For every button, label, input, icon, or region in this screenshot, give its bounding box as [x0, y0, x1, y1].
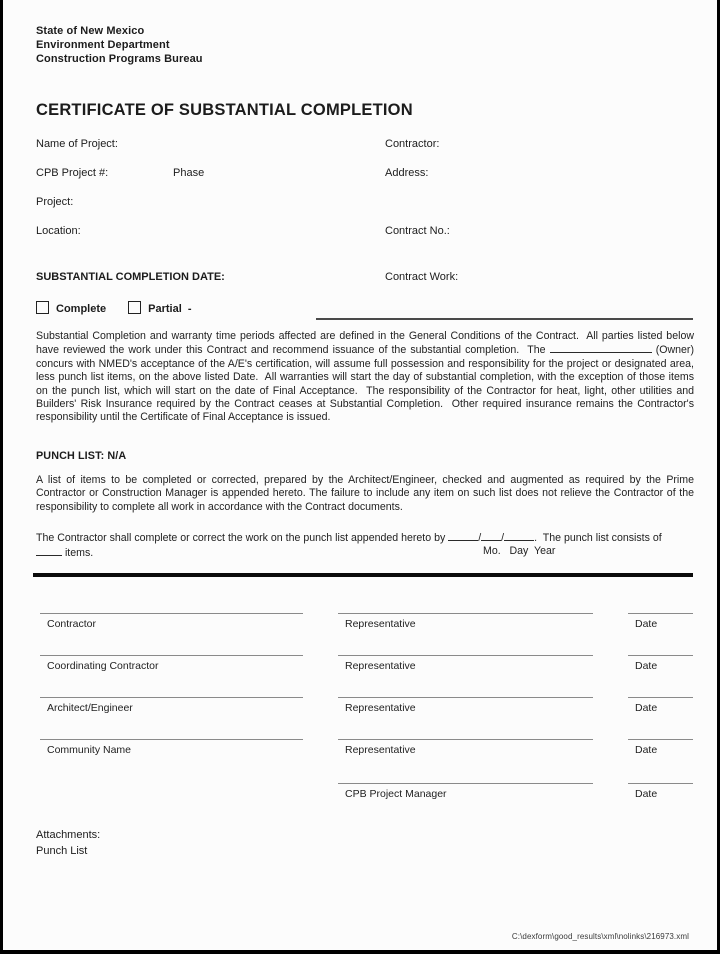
date-label: Date: [635, 788, 658, 800]
signature-row-contractor: [3, 613, 720, 653]
representative-label: Representative: [345, 660, 416, 672]
signature-party-label: Coordinating Contractor: [47, 660, 159, 672]
punch-list-heading: PUNCH LIST: N/A: [36, 450, 127, 462]
p3-items-label: items.: [62, 547, 94, 560]
contract-no-label: Contract No.:: [385, 225, 450, 237]
attachments-item-punch-list: Punch List: [36, 845, 88, 857]
signature-row-community-name: [3, 739, 720, 779]
items-count-fill-blank: [36, 546, 62, 556]
date-label: Date: [635, 618, 658, 630]
p1-text-after-owner-blank: (Owner) concurs with NMED's acceptance of the A/E's certification, will assume full possession and responsibility for the project or designated area, less punch list items, on the above listed Date. All warranties will start the day of substantial completion, with the exception of those items on the punch list, which will start on the date of Final Acceptance. The responsibility of the Contractor for heat, light, other utilities and Builders' Risk Insurance required by the Contract ceases at Substantial Completion. Other required insurance remains the Contractor's responsibility until the Certificate of Final Acceptance is issued.: [36, 344, 697, 424]
substantial-completion-paragraph: [36, 330, 697, 425]
date-slash-1: /: [478, 532, 482, 544]
punch-list-deadline-paragraph: [36, 531, 694, 561]
signature-row-cpb-project-manager: [3, 783, 720, 823]
address-label: Address:: [385, 167, 429, 179]
agency-header: [36, 24, 203, 66]
p3-text-after-date: . The punch list consists of: [534, 532, 662, 544]
signature-party-label: Contractor: [47, 618, 97, 630]
year-fill-blank: [504, 531, 534, 541]
substantial-completion-date-label: SUBSTANTIAL COMPLETION DATE:: [36, 271, 225, 283]
punch-list-paragraph: A list of items to be completed or corrected, prepared by the Architect/Engineer, checked and augmented as required by the Prime Contractor or Construction Manager is appended hereto. The failure to include any item on such list does not relieve the Contractor of the responsibility to complete all work in accordance with the Contract documents.: [36, 474, 694, 513]
contract-work-fill-line: [316, 318, 693, 320]
day-fill-blank: [481, 531, 501, 541]
date-label: Date: [635, 702, 658, 714]
partial-checkbox[interactable]: [128, 301, 141, 314]
complete-option: [36, 301, 106, 315]
signature-party-label: Architect/Engineer: [47, 702, 133, 714]
file-path-footer: C:\dexform\good_results\xml\nolinks\216973.xml: [511, 932, 689, 941]
cpb-project-manager-label: CPB Project Manager: [345, 788, 447, 800]
complete-label: Complete: [56, 303, 107, 315]
partial-option: [128, 301, 191, 315]
attachments-label: Attachments:: [36, 829, 101, 841]
agency-department-line: Environment Department: [36, 39, 170, 51]
contractor-label: Contractor:: [385, 138, 440, 150]
agency-bureau-line: Construction Programs Bureau: [36, 53, 203, 65]
complete-checkbox[interactable]: [36, 301, 49, 314]
attachments-block: [36, 827, 100, 859]
section-divider-rule: [33, 573, 693, 577]
phase-label: Phase: [173, 167, 205, 179]
completion-type-row: [36, 301, 192, 315]
mo-day-year-labels: Mo. Day Year: [483, 545, 556, 557]
name-of-project-label: Name of Project:: [36, 138, 118, 150]
signature-row-architect-engineer: [3, 697, 720, 737]
date-label: Date: [635, 660, 658, 672]
contract-work-label: Contract Work:: [385, 271, 459, 283]
signature-party-label: [40, 783, 303, 787]
cpb-project-number-label: CPB Project #:: [36, 167, 109, 179]
form-title: CERTIFICATE OF SUBSTANTIAL COMPLETION: [36, 101, 413, 119]
owner-fill-blank: [550, 343, 652, 353]
date-label: Date: [635, 744, 658, 756]
signature-row-coordinating-contractor: [3, 655, 720, 695]
partial-label: Partial -: [148, 303, 192, 315]
date-slash-2: /: [501, 532, 505, 544]
location-label: Location:: [36, 225, 81, 237]
project-label: Project:: [36, 196, 74, 208]
month-fill-blank: [448, 531, 478, 541]
p1-text-before-owner-blank: Substantial Completion and warranty time periods affected are defined in the General Conditions of the Contract. All parties listed below have reviewed the work under this Contract and recommend issuance of the substantial completion. The: [36, 330, 697, 357]
agency-state-line: State of New Mexico: [36, 25, 145, 37]
representative-label: Representative: [345, 744, 416, 756]
signature-party-label: Community Name: [47, 744, 132, 756]
p3-text-before-date: The Contractor shall complete or correct the work on the punch list appended hereto by: [36, 532, 449, 544]
representative-label: Representative: [345, 618, 416, 630]
representative-label: Representative: [345, 702, 416, 714]
